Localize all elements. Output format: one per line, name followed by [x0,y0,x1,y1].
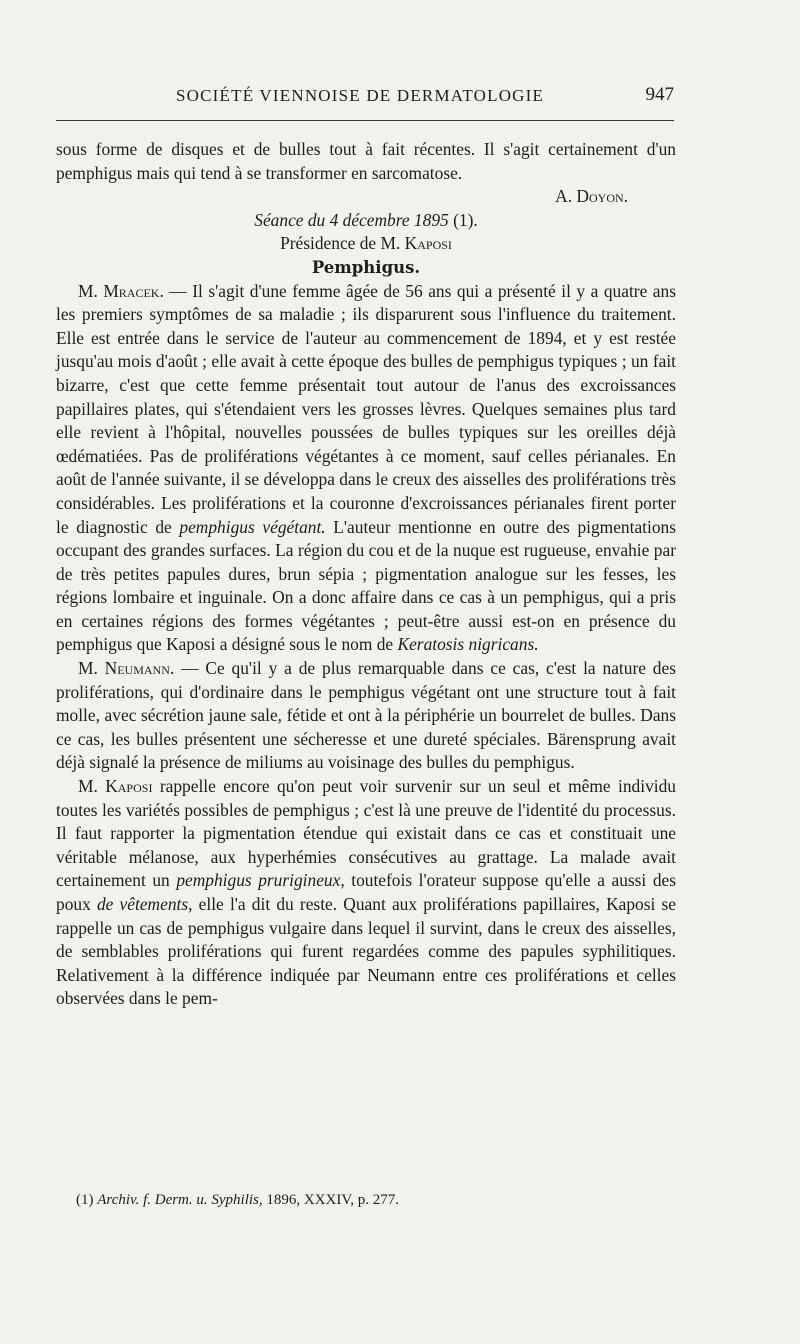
section-title: Pemphigus. [311,257,421,277]
page-body [56,138,676,1011]
paragraph-neumann [56,657,676,775]
kaposi-text-a: rappelle encore qu'on peut voir survenir sur un seul et même individu toutes les variétés possibles de pemphigus ; c'est là une preuve de l'identité du processus. Il faut rapporter la pigmentation étendue qui existait dans ce cas et constituait une véritable mélanose, aux hyperhémies consécutives au grattage. La malade avait certainement un [56,776,676,891]
continuation-paragraph: sous forme de disques et de bulles tout à fait récentes. Il s'agit certainement d'un pemphigus mais qui tend à se transformer en sarcomatose. [56,139,676,183]
mracek-text-a: — Il s'agit d'une femme âgée de 56 ans qui a présenté il y a quatre ans les premiers symptômes de sa maladie ; ils disparurent sous l'influence du traitement. Elle est entrée dans le service de l'auteur au commencement de 1894, et y est restée jusqu'au mois d'août ; elle avait à cette époque des bulles de pemphigus typiques ; un fait bizarre, c'est que cette femme présentait tout autour de l'anus des excroissances papillaires plates, qui s'étendaient vers les grosses lèvres. Quelques semaines plus tard elle revient à l'hôpital, nouvelles poussées de bulles typiques sur les oreilles déjà œdématiées. Pas de proliférations végétantes à ce moment, sauf celles périanales. En août de l'année suivante, il se développa dans le creux des aisselles des proliférations très considérables. Les proliférations et la couronne d'excroissances périanales firent porter le diagnostic de [56,280,676,537]
seance-date: Séance du 4 décembre 1895 [254,209,449,230]
seance-heading [56,209,676,233]
kaposi-em-a: pemphigus prurigineux, [176,870,345,891]
presidence-label: Présidence de M. [280,233,401,254]
header-title: SOCIÉTÉ VIENNOISE DE DERMATOLOGIE [176,86,545,105]
mracek-em-b: Keratosis nigricans. [397,634,539,655]
speaker-neumann: M. Neumann. [78,658,175,679]
mracek-em-a: pemphigus végétant. [179,516,326,537]
presidence-line [56,232,676,256]
neumann-text: — Ce qu'il y a de plus remarquable dans ce cas, c'est la nature des proliférations, qui d'ordinaire dans le pemphigus végétant ont une structure tout à fait molle, avec sécrétion jaune sale, fétide et ont à la périphérie un bourrelet de bulles. Dans ce cas, les bulles présentent une sécheresse et une dureté spéciales. Bärensprung avait déjà signalé la présence de miliums au voisinage des bulles du pemphigus. [56,658,676,773]
mracek-text-b: L'auteur mentionne en outre des pigmentations occupant des grandes surfaces. La région du cou et de la nuque est rugueuse, envahie par de très petites papules dures, brun sépia ; pigmentation analogue sur les fesses, les régions lombaire et inguinale. On a donc affaire dans ce cas à un pemphigus, qui a pris en certaines régions des formes végétantes ; peut-être aussi est-on en présence du pemphigus que Kaposi a désigné sous le nom de [56,516,676,655]
president-name: Kaposi [404,233,452,254]
speaker-kaposi: M. Kaposi [78,776,153,797]
signature: A. Doyon. [555,186,628,207]
paragraph-kaposi [56,775,676,1011]
kaposi-em-b: de vêtements, [96,894,193,914]
footnote-number: (1) [76,1192,94,1208]
kaposi-text-c: elle l'a dit du reste. Quant aux proliférations papillaires, Kaposi se rappelle un cas de pemphigus vulgaire dans lequel il survint, dans le creux des aisselles, de semblables proliférations qui furent regardées comme des papules syphilitiques. Relativement à la différence indiquée par Neumann entre ces proliférations et celles observées dans le pem- [56,894,676,1009]
footnote-details: 1896, XXXIV, p. 277. [262,1192,400,1208]
footnote-source: Archiv. f. Derm. u. Syphilis, [97,1192,263,1208]
header-rule [56,120,674,121]
kaposi-text-b: toutefois l'orateur suppose qu'elle a aussi des poux [56,870,676,914]
footnote [76,1190,676,1210]
page-number: 947 [645,84,674,105]
paragraph-mracek [56,280,676,658]
footnote-ref: (1). [453,209,478,230]
speaker-mracek: M. Mracek. [78,280,164,301]
